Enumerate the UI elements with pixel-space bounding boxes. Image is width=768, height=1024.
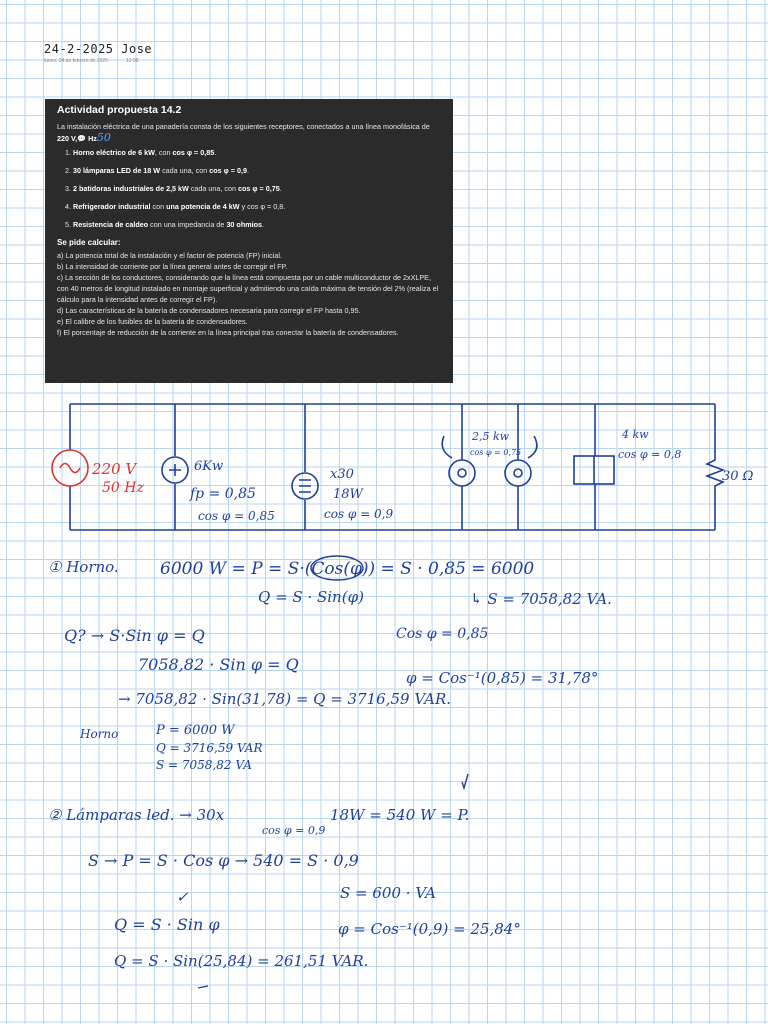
- list-item: 4. Refrigerador industrial con una potencia de 4 kW y cos φ = 0,8.: [73, 201, 441, 212]
- handwritten-line: → 7058,82 · Sin(31,78) = Q = 3716,59 VAR.: [118, 690, 452, 708]
- handwritten-line: Q = S · Sin(φ): [258, 588, 364, 606]
- question-c: c) La sección de los conductores, considerando que la línea está compuesta por un cable multiconductor de 2xXLPE, con 40 metros de longitud instalado en montaje superficial y admitiendo una caída máxima de tensión del 2% (realiza el cálculo para la intensidad antes de corregir el FP).: [57, 273, 439, 304]
- handwritten-line: Cos φ = 0,85: [396, 626, 489, 642]
- handwritten-line: Q = S · Sin(25,84) = 261,51 VAR.: [114, 952, 369, 970]
- handwritten-line: 7058,82 · Sin φ = Q: [138, 655, 299, 674]
- question-b: b) La intensidad de corriente por la línea general antes de corregir el FP.: [57, 262, 288, 271]
- activity-title: Actividad propuesta 14.2: [57, 104, 182, 116]
- handwritten-line: Horno: [80, 727, 119, 741]
- circuit-labels: [91, 428, 754, 523]
- question-d: d) Las características de la batería de condensadores necesaria para corregir el FP hasta 0,95.: [57, 306, 361, 315]
- svg-text:18W: 18W: [333, 487, 363, 502]
- handwritten-line: P = 6000 W: [156, 723, 235, 738]
- calc-title: Se pide calcular:: [57, 238, 121, 247]
- mixer-icon-1: [449, 460, 475, 486]
- svg-text:cos φ = 0,8: cos φ = 0,8: [618, 448, 682, 461]
- handwritten-line: S = 600 · VA: [340, 884, 436, 902]
- handwritten-notes: [48, 558, 612, 970]
- handwritten-line: Q? → S·Sin φ = Q: [64, 626, 205, 645]
- handwritten-line: Q = S · Sin φ: [114, 915, 220, 934]
- handwritten-line: ① Horno.: [48, 558, 119, 576]
- handwritten-line: 18W = 540 W = P.: [330, 806, 470, 824]
- question-e: e) El calibre de los fusibles de la batería de condensadores.: [57, 317, 248, 326]
- handwritten-line: S = 7058,82 VA: [156, 758, 252, 772]
- svg-text:cos φ = 0,9: cos φ = 0,9: [324, 507, 394, 521]
- svg-text:6Kw: 6Kw: [194, 459, 224, 474]
- resistor-icon: [707, 404, 723, 530]
- chat-icon: 💬: [77, 134, 87, 143]
- handwritten-line: φ = Cos⁻¹(0,9) = 25,84°: [338, 920, 521, 938]
- handwritten-line: cos φ = 0,9: [262, 824, 326, 837]
- handwritten-line: S → P = S · Cos φ → 540 = S · 0,9: [88, 851, 359, 870]
- svg-text:fp = 0,85: fp = 0,85: [190, 486, 256, 502]
- svg-text:2,5 kw: 2,5 kw: [472, 430, 510, 443]
- svg-text:cos φ = 0,85: cos φ = 0,85: [198, 509, 275, 523]
- svg-text:50 Hz: 50 Hz: [102, 480, 144, 496]
- handwritten-line: ② Lámparas led. → 30x: [48, 806, 225, 824]
- handwritten-line: Q = 3716,59 VAR: [156, 741, 263, 755]
- svg-text:x30: x30: [330, 467, 354, 482]
- svg-text:220 V: 220 V: [92, 460, 137, 478]
- page-date: lunes, 24 de febrero de 2025: [44, 58, 108, 64]
- handwritten-line: ↳ S = 7058,82 VA.: [470, 590, 612, 608]
- question-a: a) La potencia total de la instalación y el factor de potencia (FP) inicial.: [57, 251, 282, 260]
- activity-intro: La instalación eléctrica de una panadería consta de los siguientes receptores, conectados a una línea monofásica de 220 V,💬 Hz50: [57, 122, 430, 144]
- svg-text:30 Ω: 30 Ω: [722, 469, 754, 484]
- page-time: 12:08: [126, 58, 139, 64]
- list-item: 3. 2 batidoras industriales de 2,5 kW cada una, con cos φ = 0,75.: [73, 183, 441, 194]
- handwritten-line: 6000 W = P = S·(Cos(φ)) = S · 0,85 = 6000: [160, 559, 535, 579]
- handwritten-line: ✓: [176, 888, 189, 906]
- svg-text:cos φ = 0,75: cos φ = 0,75: [470, 448, 522, 457]
- list-item: 5. Resistencia de caldeo con una impedancia de 30 ohmios.: [73, 219, 441, 230]
- handwritten-hz: 50: [96, 131, 111, 144]
- mixer-icon-2: [505, 460, 531, 486]
- list-item: 2. 30 lámparas LED de 18 W cada una, con cos φ = 0,9.: [73, 165, 441, 176]
- handwritten-line: φ = Cos⁻¹(0,85) = 31,78°: [406, 669, 599, 687]
- list-item: 1. Horno eléctrico de 6 kW, con cos φ = 0,85.: [73, 147, 441, 158]
- svg-text:4 kw: 4 kw: [622, 428, 649, 441]
- question-f: f) El porcentaje de reducción de la corriente en la línea principal tras conectar la batería de condensadores.: [57, 328, 399, 337]
- page-title: 24-2-2025 Jose: [44, 42, 153, 56]
